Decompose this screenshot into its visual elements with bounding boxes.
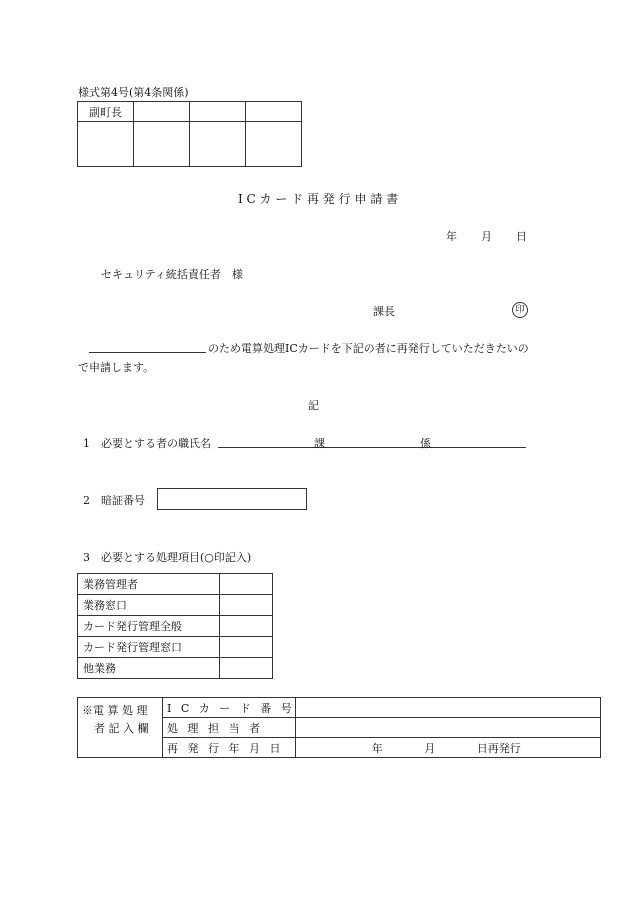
table-row (78, 595, 273, 616)
date-month-label: 月 (481, 230, 492, 243)
approval-header-empty (134, 102, 190, 122)
section1-kakari-label: 係 (420, 437, 431, 450)
date-day-label: 日 (516, 230, 527, 243)
handler-label: 処 理 担 当 者 (163, 718, 296, 738)
section2-label: 2 暗証番号 (83, 494, 145, 507)
office-use-corner-line2: 者 記 入 欄 (94, 722, 149, 735)
item-label: カード発行管理全般 (78, 616, 220, 637)
approval-stamp-cell[interactable] (78, 122, 134, 167)
reissue-month-label: 月 (424, 741, 436, 755)
reissue-day-label: 日再発行 (476, 741, 521, 755)
ic-card-number-label: I C カ ー ド 番 号 (163, 698, 296, 718)
approval-stamp-table (77, 101, 302, 167)
applicant-title: 課長 (373, 305, 395, 318)
approval-stamp-cell[interactable] (134, 122, 190, 167)
section1-label: 1 必要とする者の職氏名 (83, 437, 211, 450)
processing-items-table (77, 573, 273, 679)
approval-stamp-cell[interactable] (190, 122, 246, 167)
date-year-label: 年 (446, 230, 457, 243)
item-label: カード発行管理窓口 (78, 637, 220, 658)
table-row (78, 637, 273, 658)
document-title: I C カ ー ド 再 発 行 申 請 書 (238, 192, 399, 206)
reissue-year-label: 年 (371, 741, 383, 755)
ki-heading: 記 (308, 399, 319, 412)
table-row (78, 574, 273, 595)
pin-input-box[interactable] (157, 488, 307, 510)
form-label: 様式第4号(第4条関係) (78, 86, 189, 99)
addressee: セキュリティ統括責任者 様 (101, 268, 243, 281)
reason-blank-line[interactable] (89, 352, 206, 353)
section1-name-line[interactable] (218, 447, 526, 448)
item-label: 業務管理者 (78, 574, 220, 595)
reissue-date-field[interactable] (295, 738, 600, 758)
office-use-corner (78, 698, 163, 758)
item-mark-cell[interactable] (220, 574, 273, 595)
item-mark-cell[interactable] (220, 616, 273, 637)
item-mark-cell[interactable] (220, 595, 273, 616)
office-use-table (77, 697, 601, 758)
section3-label: 3 必要とする処理項目(○印記入) (83, 551, 252, 564)
item-label: 業務窓口 (78, 595, 220, 616)
ic-card-number-field[interactable] (295, 698, 600, 718)
office-use-corner-line1: ※電 算 処 理 (82, 704, 148, 717)
table-row (78, 698, 601, 718)
reissue-date-label: 再 発 行 年 月 日 (163, 738, 296, 758)
handler-field[interactable] (295, 718, 600, 738)
section1-ka-label: 課 (314, 437, 325, 450)
item-mark-cell[interactable] (220, 658, 273, 679)
table-row (78, 616, 273, 637)
applicant-seal-mark (512, 302, 528, 318)
approval-header-deputy-mayor: 副町長 (78, 102, 134, 122)
approval-stamp-cell[interactable] (246, 122, 302, 167)
item-mark-cell[interactable] (220, 637, 273, 658)
approval-header-empty (190, 102, 246, 122)
body-text-line1: のため電算処理ICカードを下記の者に再発行していただきたいの (208, 342, 529, 355)
approval-header-empty (246, 102, 302, 122)
item-label: 他業務 (78, 658, 220, 679)
seal-icon: 印 (512, 302, 528, 318)
table-row (78, 658, 273, 679)
body-text-line2: で申請します。 (78, 361, 155, 374)
